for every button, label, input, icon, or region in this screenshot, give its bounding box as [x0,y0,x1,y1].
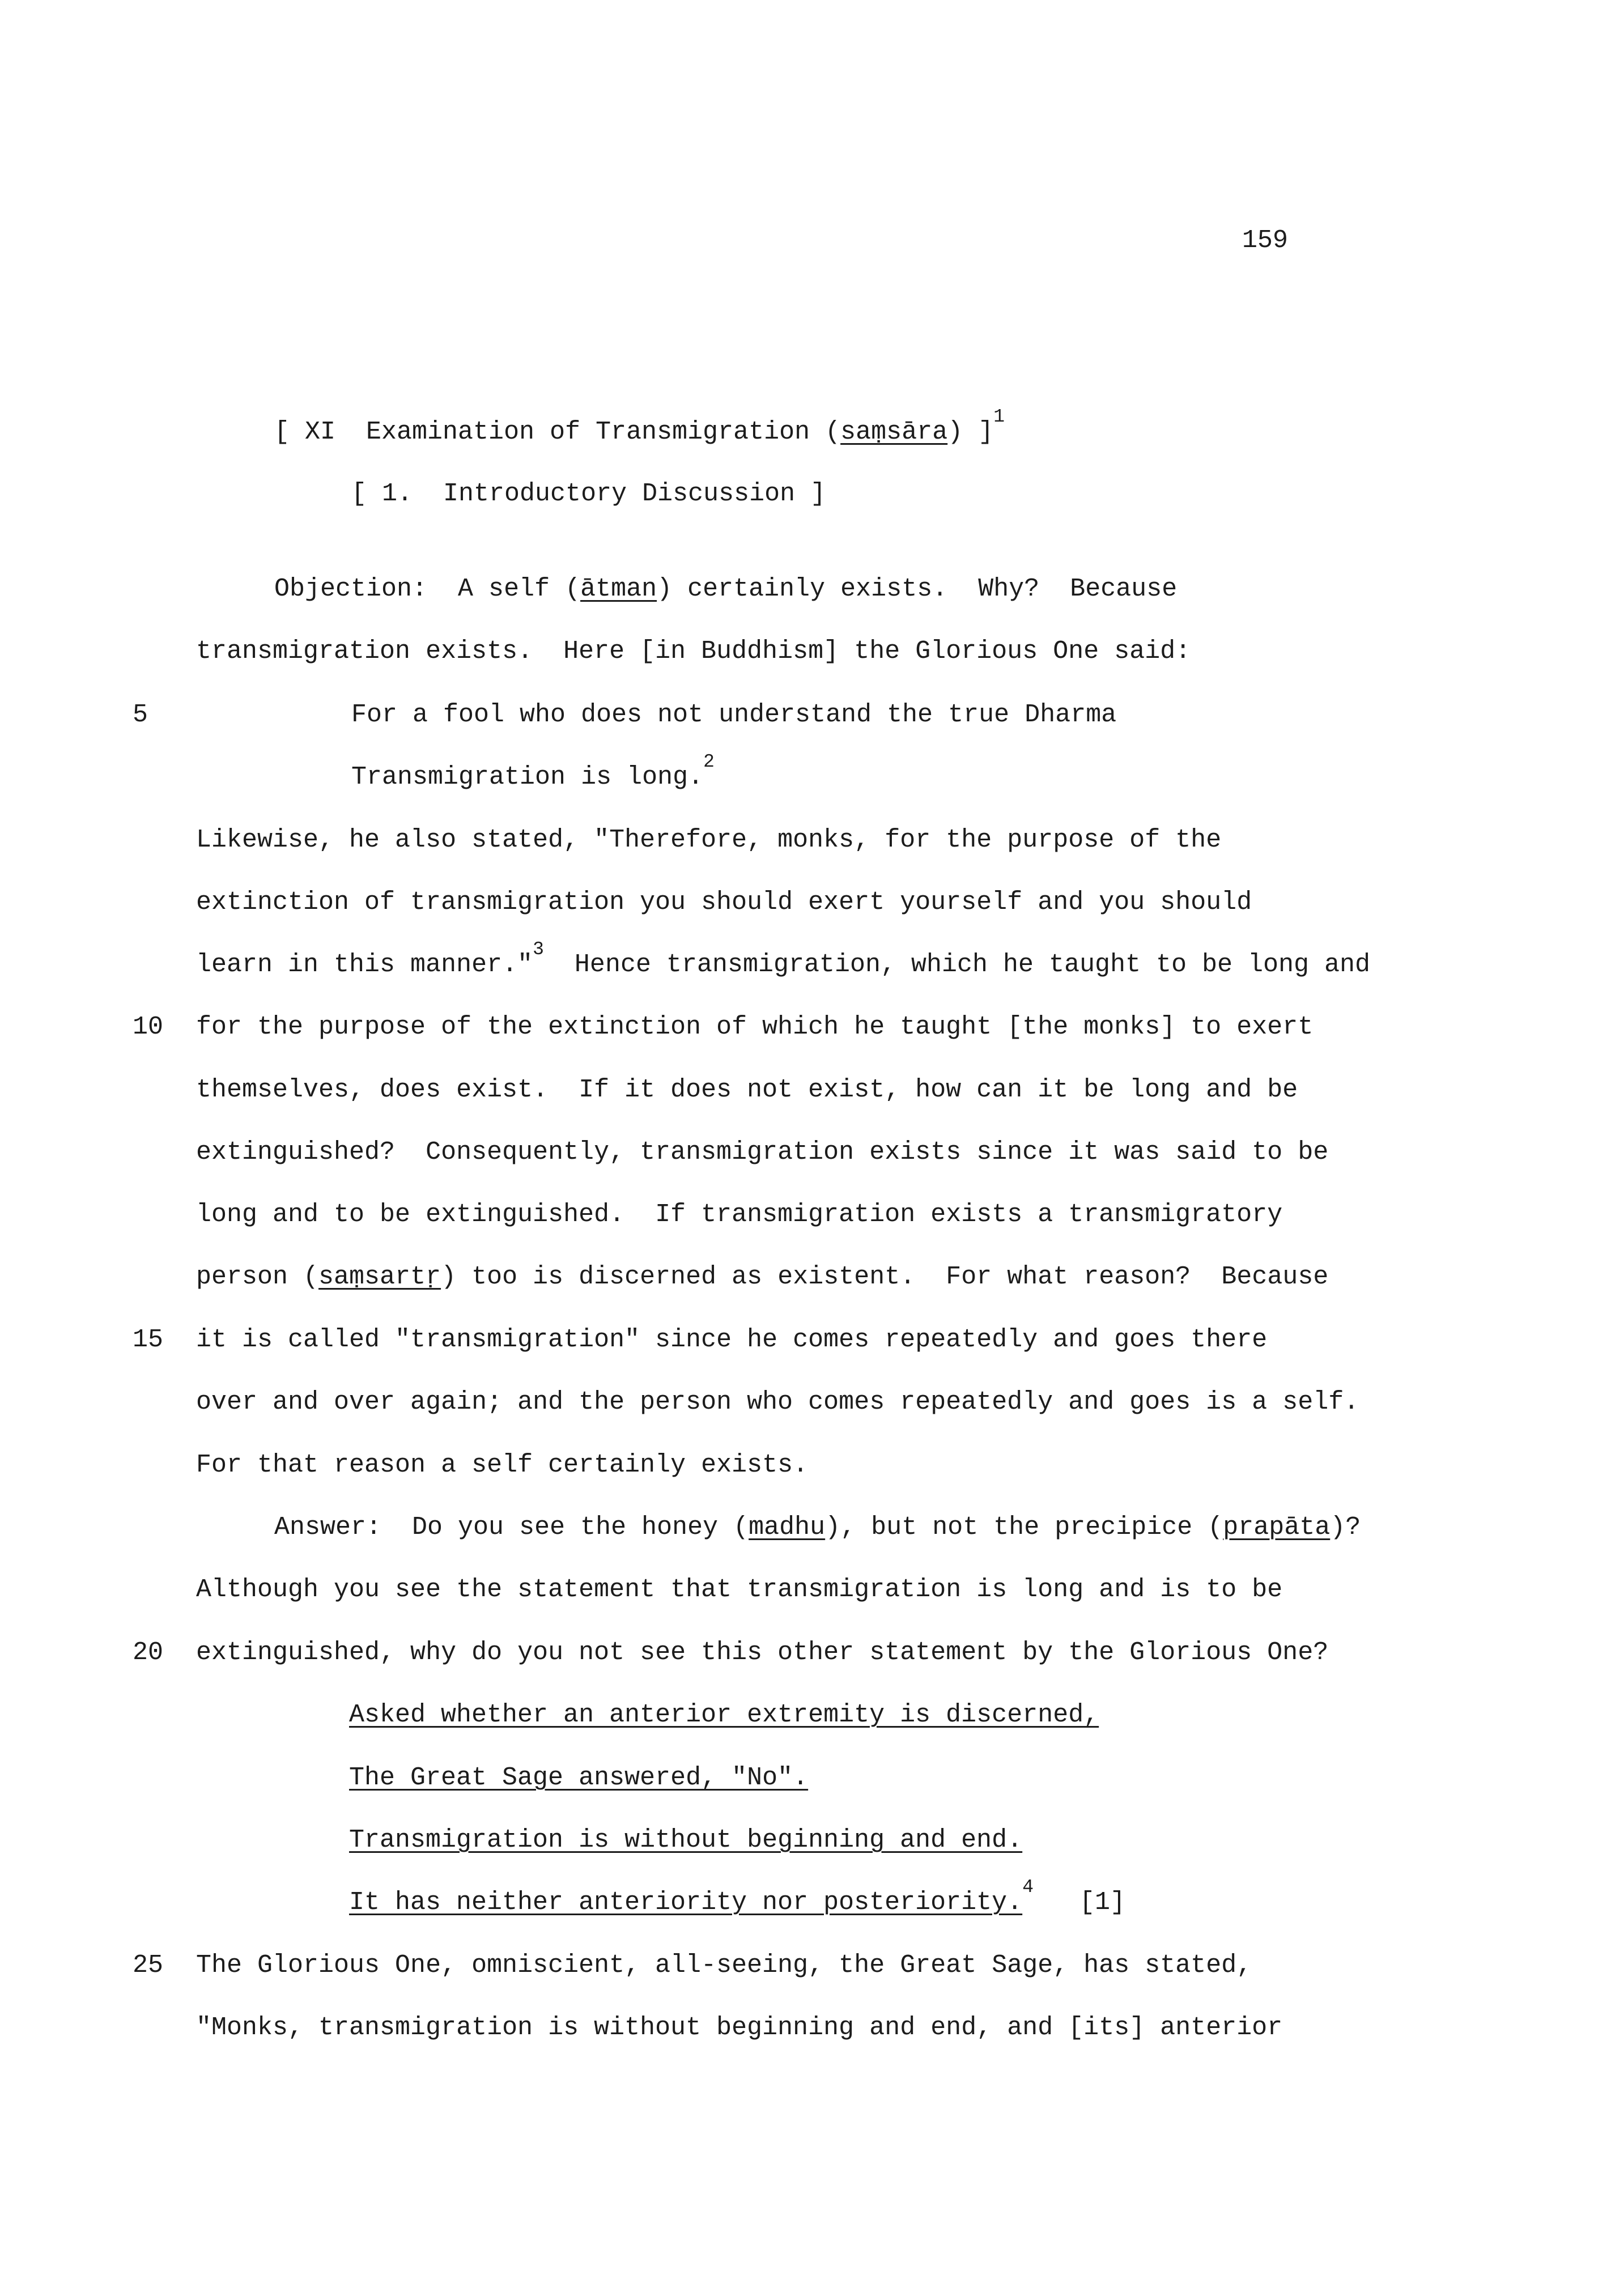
term-madhu: madhu [749,1513,826,1542]
verse-line: For a fool who does not understand the true Dharma [351,700,1117,729]
text-line: The Glorious One, omniscient, all-seeing, the Great Sage, has stated, [196,1951,1252,1980]
text-run: learn in this manner." [196,950,533,979]
line-number: 20 [133,1638,164,1667]
text-line: Although you see the statement that transmigration is long and is to be [196,1575,1283,1604]
text-run: Objection: A self ( [274,575,581,603]
text-run: Answer: Do you see the honey ( [274,1513,749,1542]
text-run: Hence transmigration, which he taught to be long and [543,950,1371,979]
verse-line [349,1877,1126,1921]
line-number: 15 [133,1325,164,1354]
line-number: 25 [133,1951,164,1980]
page-number: 159 [1242,226,1289,255]
text-line: extinguished? Consequently, transmigration exists since it was said to be [196,1138,1329,1167]
footnote-marker-3: 3 [533,939,544,960]
text-run: person ( [196,1262,319,1291]
text-run: )? [1330,1513,1361,1542]
chapter-heading [274,406,1005,451]
text-run: It has neither anteriority nor posteriority. [349,1888,1023,1917]
footnote-marker-1: 1 [993,406,1005,427]
footnote-marker-2: 2 [703,751,715,772]
text-run: Transmigration is long. [351,763,704,792]
text-line [196,939,1371,984]
text-run: ), but not the precipice ( [825,1513,1223,1542]
text-line: extinction of transmigration you should exert yourself and you should [196,888,1252,917]
chapter-term: saṃsāra [840,418,948,447]
line-number: 5 [133,700,148,729]
text-line: Likewise, he also stated, "Therefore, monks, for the purpose of the [196,826,1222,854]
term-samsartr: saṃsartṛ [318,1262,441,1291]
term-atman: ātman [580,575,657,603]
text-line: For that reason a self certainly exists. [196,1451,809,1479]
text-line: for the purpose of the extinction of which he taught [the monks] to exert [196,1013,1313,1041]
text-line: over and over again; and the person who comes repeatedly and goes is a self. [196,1388,1359,1417]
section-heading: [ 1. Introductory Discussion ] [351,479,826,508]
text-line: transmigration exists. Here [in Buddhism] the Glorious One said: [196,637,1191,666]
footnote-marker-4: 4 [1022,1877,1034,1898]
term-prapata: prapāta [1223,1513,1330,1542]
text-line: it is called "transmigration" since he comes repeatedly and goes there [196,1325,1268,1354]
text-run: ) certainly exists. Why? Because [657,575,1177,603]
text-line [274,572,1177,606]
chapter-heading-close: ) ] [947,418,994,447]
verse-line: The Great Sage answered, "No". [349,1763,809,1792]
text-line: extinguished, why do you not see this other statement by the Glorious One? [196,1638,1329,1667]
chapter-heading-open: [ XI Examination of Transmigration ( [274,418,841,447]
text-line: "Monks, transmigration is without beginning and end, and [its] anterior [196,2013,1283,2042]
text-line: long and to be extinguished. If transmigration exists a transmigratory [196,1200,1283,1229]
text-line [196,1260,1328,1294]
text-run: ) too is discerned as existent. For what reason? Because [441,1262,1329,1291]
verse-line [351,751,715,796]
verse-line: Transmigration is without beginning and end. [349,1826,1023,1855]
verse-reference: [1] [1079,1888,1126,1917]
verse-line: Asked whether an anterior extremity is discerned, [349,1700,1099,1729]
text-line [274,1511,1361,1545]
line-number: 10 [133,1013,164,1041]
text-line: themselves, does exist. If it does not exist, how can it be long and be [196,1075,1298,1104]
